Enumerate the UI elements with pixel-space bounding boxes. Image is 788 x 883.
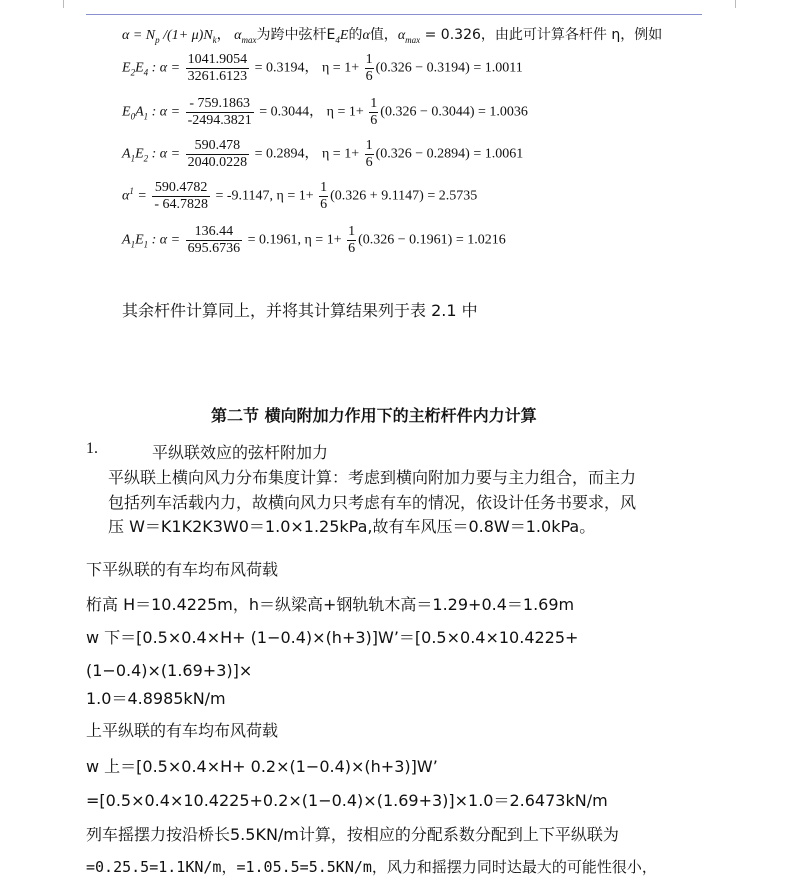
eq2-sixth-den: 6 xyxy=(370,113,378,128)
item-number: 1. xyxy=(86,440,98,457)
eq4-fraction xyxy=(152,180,210,213)
eq4-sixth xyxy=(319,180,328,213)
eq3-sub2: 2 xyxy=(143,153,149,164)
intro-mid: /(1+ μ)N xyxy=(159,28,213,43)
eq2-sixth-num: 1 xyxy=(370,96,378,111)
eq2-post: (0.326 − 0.3044) = 1.0036 xyxy=(380,104,528,120)
eq2-sixth xyxy=(369,96,378,129)
eq3-sixth-den: 6 xyxy=(365,155,373,170)
eq1-sixth xyxy=(365,52,374,85)
eq1-numerator: 1041.9054 xyxy=(187,52,248,67)
intro-desc3: 值， xyxy=(369,27,398,43)
eq1-post: (0.326 − 0.3194) = 1.0011 xyxy=(375,60,523,76)
equation-3 xyxy=(122,138,523,171)
intro-sub-p: p xyxy=(155,34,160,45)
eq2-denominator: -2494.3821 xyxy=(187,113,252,128)
eq5-fraction xyxy=(186,224,243,257)
eq5-pre: : α = xyxy=(148,232,181,248)
header-rule xyxy=(86,14,702,15)
item-paragraph-line-3: 压 W＝K1K2K3W0＝1.0×1.25kPa,故有车风压＝0.8W＝1.0kPa。 xyxy=(108,517,596,536)
text-line-upper-wind: 上平纵联的有车均布风荷载 xyxy=(86,721,279,740)
eq1-mid: = 0.3194， η = 1+ xyxy=(254,60,360,76)
intro-desc2: 的 xyxy=(348,27,363,43)
header-corner-mark-left xyxy=(63,0,64,8)
text-line-w-upper-2: =[0.5×0.4×10.4225+0.2×(1−0.4)×(1.69+3)]×1.0＝2.6473kN/m xyxy=(86,791,608,810)
intro-sub-k: k xyxy=(212,34,217,45)
item-title: 平纵联效应的弦杆附加力 xyxy=(152,443,329,462)
eq3-denominator: 2040.0228 xyxy=(187,155,248,170)
text-line-w-lower-1: w 下＝[0.5×0.4×H+ (1−0.4)×(h+3)]W’＝[0.5×0.4×10.4225+ xyxy=(86,628,579,647)
eq3-label: A xyxy=(122,146,131,162)
eq3-label2: E xyxy=(135,146,144,162)
eq5-sub2: 1 xyxy=(143,239,149,250)
eq5-sixth-num: 1 xyxy=(348,224,356,239)
eq3-post: (0.326 − 0.2894) = 1.0061 xyxy=(375,146,524,162)
eq5-numerator: 136.44 xyxy=(186,224,243,241)
eq3-sixth-num: 1 xyxy=(365,138,373,153)
intro-sub-e4: 4 xyxy=(335,34,340,45)
intro-formula-line xyxy=(122,24,662,45)
eq4-mid: = -9.1147, η = 1+ xyxy=(215,188,314,204)
eq4-sixth-den: 6 xyxy=(320,197,328,212)
text-line-w-upper-1: w 上＝[0.5×0.4×H+ 0.2×(1−0.4)×(h+3)]W’ xyxy=(86,757,438,776)
text-line-w-lower-2: (1−0.4)×(1.69+3)]× xyxy=(86,661,253,680)
eq2-sub2: 1 xyxy=(143,111,149,122)
text-line-sway-values: =0.25.5=1.1KN/m，=1.05.5=5.5KN/m，风力和摇摆力同时达最大的可能性很小， xyxy=(86,858,657,876)
eq2-sub1: 0 xyxy=(130,111,136,122)
intro-sub-max: max xyxy=(241,34,257,45)
eq5-denominator: 695.6736 xyxy=(187,241,241,256)
eq1-sixth-num: 1 xyxy=(365,52,373,67)
eq4-pre: = xyxy=(133,188,147,204)
intro-eq: = 0.326，由此可计算各杆件 η，例如 xyxy=(420,27,663,43)
intro-amax2: α xyxy=(397,28,406,43)
intro-amax: α xyxy=(234,28,242,43)
intro-lhs: α = N xyxy=(122,28,156,43)
eq1-denominator: 3261.6123 xyxy=(187,69,248,84)
eq4-post: (0.326 + 9.1147) = 2.5735 xyxy=(330,188,478,204)
eq3-numerator: 590.478 xyxy=(186,138,250,155)
section-heading: 第二节 横向附加力作用下的主桁杆件内力计算 xyxy=(211,406,537,425)
eq4-numerator: 590.4782 xyxy=(152,180,210,197)
eq1-sub1: 2 xyxy=(130,67,136,78)
rest-note: 其余杆件计算同上，并将其计算结果列于表 2.1 中 xyxy=(122,301,478,320)
eq5-sub1: 1 xyxy=(130,239,136,250)
equation-4 xyxy=(122,180,477,213)
equation-2 xyxy=(122,96,528,129)
intro-e: E xyxy=(339,28,349,43)
text-line-truss-height: 桁高 H＝10.4225m，h＝纵梁高+钢轨轨木高＝1.29+0.4＝1.69m xyxy=(86,595,575,614)
equation-5 xyxy=(122,224,506,257)
eq2-fraction xyxy=(186,96,254,129)
eq2-label: E xyxy=(122,104,131,120)
eq1-pre: : α = xyxy=(148,60,181,76)
eq5-sixth xyxy=(347,224,356,257)
eq5-label2: E xyxy=(135,232,144,248)
eq3-sixth xyxy=(365,138,374,171)
eq4-sixth-num: 1 xyxy=(320,180,328,195)
intro-alpha: α xyxy=(362,28,370,43)
intro-comma: ， xyxy=(216,27,231,43)
eq3-mid: = 0.2894， η = 1+ xyxy=(254,146,360,162)
eq2-pre: : α = xyxy=(148,104,181,120)
text-line-w-lower-3: 1.0＝4.8985kN/m xyxy=(86,689,226,708)
eq3-pre: : α = xyxy=(148,146,181,162)
eq3-fraction xyxy=(186,138,250,171)
header-corner-mark-right xyxy=(735,0,736,8)
eq2-label2: A xyxy=(135,104,144,120)
item-paragraph-line-2: 包括列车活载内力，故横向风力只考虑有车的情况，依设计任务书要求，风 xyxy=(108,493,637,512)
intro-sub-max2: max xyxy=(405,34,421,45)
eq1-fraction xyxy=(186,52,250,85)
eq5-post: (0.326 − 0.1961) = 1.0216 xyxy=(358,232,506,248)
eq2-numerator: - 759.1863 xyxy=(186,96,254,113)
text-line-lower-wind: 下平纵联的有车均布风荷载 xyxy=(86,560,279,579)
eq4-label: α xyxy=(122,188,130,204)
eq4-denominator: - 64.7828 xyxy=(154,197,208,212)
eq1-label2: E xyxy=(135,60,144,76)
text-line-sway-force: 列车摇摆力按沿桥长5.5KN/m计算，按相应的分配系数分配到上下平纵联为 xyxy=(86,825,619,844)
eq4-sup1: 1 xyxy=(129,186,134,197)
equation-1 xyxy=(122,52,523,85)
eq3-sub1: 1 xyxy=(130,153,136,164)
eq1-sixth-den: 6 xyxy=(365,69,373,84)
eq5-label: A xyxy=(122,232,131,248)
intro-desc: 为跨中弦杆E xyxy=(256,27,336,43)
eq1-label: E xyxy=(122,60,131,76)
item-paragraph-line-1: 平纵联上横向风力分布集度计算：考虑到横向附加力要与主力组合，而主力 xyxy=(108,468,637,487)
eq5-sixth-den: 6 xyxy=(348,241,356,256)
eq1-sub2: 4 xyxy=(143,67,149,78)
eq2-mid: = 0.3044， η = 1+ xyxy=(259,104,364,120)
eq5-mid: = 0.1961, η = 1+ xyxy=(247,232,342,248)
